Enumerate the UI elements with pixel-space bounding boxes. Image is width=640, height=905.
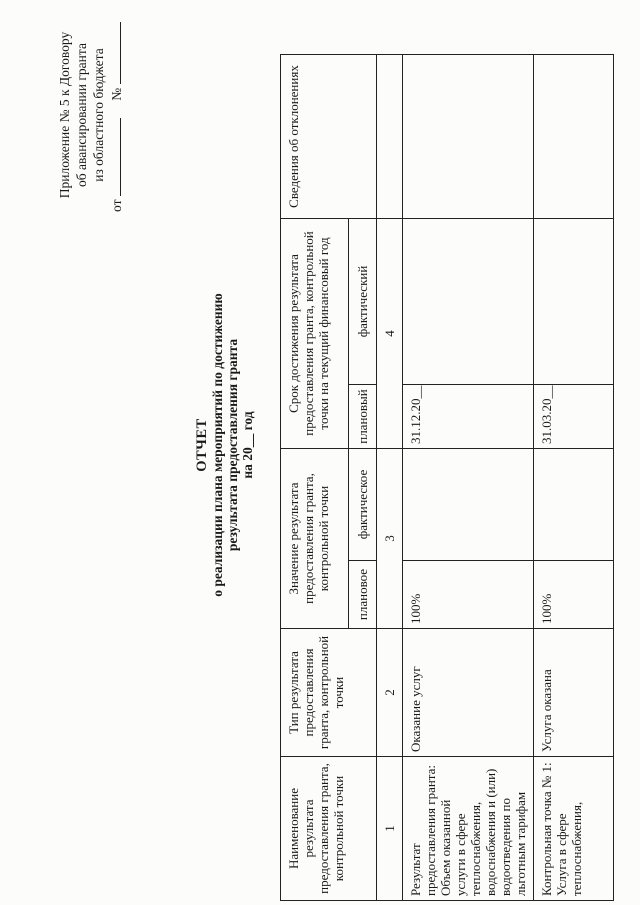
table-row: [534, 54, 614, 900]
num-col-3: 3: [377, 449, 403, 629]
num-col-1: 1: [377, 757, 403, 901]
annex-date-line: [108, 0, 125, 230]
num-col-2: 2: [377, 629, 403, 757]
annex-line-1: Приложение № 5 к Договору: [57, 31, 72, 199]
row-actual-value: [403, 449, 534, 561]
row-planned-value: 100%: [403, 561, 534, 629]
report-table: [280, 54, 614, 901]
annex-line-3: из областного бюджета: [91, 48, 106, 182]
row-name: Результат предоставления гранта: Объем оказанной услуги в сфере теплоснабжения, водоснабжения и (или) водоотведения по льготным тарифам: [403, 757, 534, 901]
row-deviation: [403, 54, 534, 218]
row-planned-value: 100%: [534, 561, 614, 629]
row-planned-term: 31.12.20__: [403, 385, 534, 449]
header-type: Тип результата предоставления гранта, контрольной точки: [281, 629, 377, 757]
annex-line-2: об авансировании гранта: [74, 43, 89, 187]
header-value: Значение результата предоставления гранта, контрольной точки: [281, 449, 349, 629]
header-row: [281, 54, 349, 900]
date-prefix: от: [109, 199, 124, 212]
date-blank: [120, 118, 121, 196]
title-heading: ОТЧЕТ: [194, 418, 210, 472]
row-name: Контрольная точка № 1: Услуга в сфере теплоснабжения,: [534, 757, 614, 901]
row-type: Оказание услуг: [403, 629, 534, 757]
subheader-actual-value: фактическое: [349, 449, 377, 561]
num-col-5: [377, 54, 403, 218]
title-line-3: на 20__ год: [240, 411, 255, 479]
report-title: [195, 245, 255, 645]
number-row: [377, 54, 403, 900]
table-row: [403, 54, 534, 900]
subheader-planned-term: плановый: [349, 385, 377, 449]
title-line-2: результата предоставления гранта: [225, 338, 240, 552]
title-line-1: о реализации плана мероприятий по достижению: [210, 293, 225, 597]
subheader-actual-term: фактический: [349, 218, 377, 384]
row-type: Услуга оказана: [534, 629, 614, 757]
row-planned-term: 31.03.20__: [534, 385, 614, 449]
number-sign: №: [109, 87, 124, 101]
num-col-4: 4: [377, 218, 403, 448]
header-name: Наименование результата предоставления гранта, контрольной точки: [281, 757, 377, 901]
header-deviation: Сведения об отклонениях: [281, 54, 377, 218]
row-actual-value: [534, 449, 614, 561]
header-term: Срок достижения результата предоставления гранта, контрольной точки на текущий финансовый год: [281, 218, 349, 448]
row-deviation: [534, 54, 614, 218]
subheader-planned-value: плановое: [349, 561, 377, 629]
row-actual-term: [403, 218, 534, 384]
number-blank: [120, 23, 121, 85]
annex-block: [56, 0, 125, 230]
row-actual-term: [534, 218, 614, 384]
